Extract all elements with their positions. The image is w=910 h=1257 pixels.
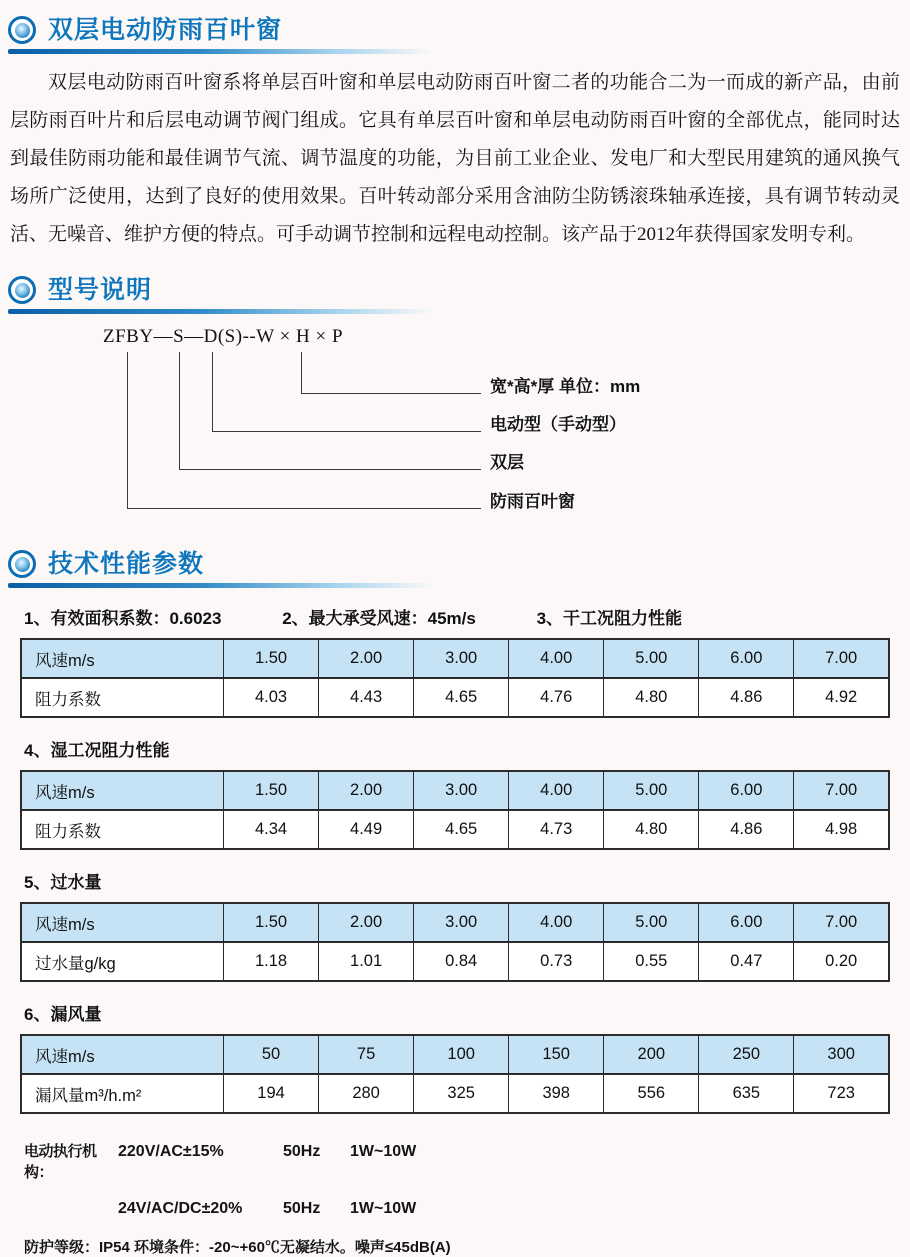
section-header-specs — [8, 548, 438, 588]
actuator-frequency: 50Hz — [283, 1143, 321, 1160]
value-cell: 5.00 — [604, 771, 699, 810]
table-air-leakage — [20, 1034, 890, 1114]
value-cell: 6.00 — [699, 903, 794, 942]
row-label-cell: 风速m/s — [21, 903, 224, 942]
intro-paragraph: 双层电动防雨百叶窗系将单层百叶窗和单层电动防雨百叶窗二者的功能合二为一而成的新产品，由前层防雨百叶片和后层电动调节阀门组成。它具有单层百叶窗和单层电动防雨百叶窗的全部优点，能同时达到最佳防雨功能和最佳调节气流、调节温度的功能，为目前工业企业、发电厂和大型民用建筑的通风换气场所广泛使用，达到了良好的使用效果。百叶转动部分采用含油防尘防锈滚珠轴承连接，具有调节转动灵活、无噪音、维护方便的特点。可手动调节控制和远程电动控制。该产品于2012年获得国家发明专利。 — [10, 72, 900, 245]
section-header-model — [8, 274, 438, 314]
value-cell: 4.86 — [699, 678, 794, 717]
value-cell: 4.43 — [319, 678, 414, 717]
value-cell: 4.00 — [509, 903, 604, 942]
value-cell: 4.80 — [604, 678, 699, 717]
value-cell: 556 — [604, 1074, 699, 1113]
callout-dimensions-unit: 宽*高*厚 单位：mm — [490, 377, 641, 396]
section-title-row — [8, 274, 438, 306]
value-cell: 3.00 — [414, 639, 509, 678]
actuator-label: 电动执行机构： — [24, 1143, 97, 1181]
value-cell: 4.00 — [509, 771, 604, 810]
value-cell: 200 — [604, 1035, 699, 1074]
bullseye-icon — [8, 276, 36, 304]
value-cell: 1.18 — [224, 942, 319, 981]
bullseye-icon — [8, 16, 36, 44]
page-title: 双层电动防雨百叶窗 — [48, 16, 283, 44]
actuator-voltage: 24V/AC/DC±20% — [118, 1200, 243, 1217]
row-label-cell: 漏风量m³/h.m² — [21, 1074, 224, 1113]
table-row — [21, 942, 889, 981]
value-cell: 3.00 — [414, 903, 509, 942]
value-cell: 635 — [699, 1074, 794, 1113]
section-title-row — [8, 548, 438, 580]
caption-air-leakage: 6、漏风量 — [24, 1005, 102, 1024]
bullseye-inner-dot — [15, 23, 30, 38]
value-cell: 4.34 — [224, 810, 319, 849]
actuator-voltage: 220V/AC±15% — [118, 1143, 224, 1160]
bullseye-inner-dot — [15, 283, 30, 298]
spec-item-area-coefficient: 1、有效面积系数：0.6023 — [24, 609, 222, 628]
table-water-passage — [20, 902, 890, 982]
row-label-cell: 阻力系数 — [21, 810, 224, 849]
table-dry-resistance — [20, 638, 890, 718]
bullseye-inner-dot — [15, 557, 30, 572]
section-underline — [8, 309, 432, 314]
actuator-power: 1W~10W — [350, 1143, 417, 1160]
value-cell: 2.00 — [319, 639, 414, 678]
caption-wet-resistance: 4、湿工况阻力性能 — [24, 741, 170, 760]
value-cell: 7.00 — [794, 639, 889, 678]
section-underline — [8, 49, 432, 54]
value-cell: 0.73 — [509, 942, 604, 981]
value-cell: 3.00 — [414, 771, 509, 810]
row-label-cell: 过水量g/kg — [21, 942, 224, 981]
value-cell: 4.03 — [224, 678, 319, 717]
value-cell: 1.50 — [224, 639, 319, 678]
value-cell: 4.92 — [794, 678, 889, 717]
actuator-power: 1W~10W — [350, 1200, 417, 1217]
callout-double-layer: 双层 — [490, 453, 524, 472]
value-cell: 50 — [224, 1035, 319, 1074]
value-cell: 6.00 — [699, 771, 794, 810]
table-row — [21, 639, 889, 678]
value-cell: 4.65 — [414, 678, 509, 717]
table-row — [21, 903, 889, 942]
value-cell: 5.00 — [604, 903, 699, 942]
section-underline — [8, 583, 432, 588]
value-cell: 6.00 — [699, 639, 794, 678]
model-code: ZFBY—S—D(S)--W × H × P — [103, 326, 344, 347]
protection-grade-line: 防护等级：IP54 环境条件：-20~+60℃无凝结水。噪声≤45dB(A) — [24, 1239, 451, 1256]
section-title-specs: 技术性能参数 — [48, 550, 205, 578]
value-cell: 7.00 — [794, 771, 889, 810]
value-cell: 1.01 — [319, 942, 414, 981]
value-cell: 100 — [414, 1035, 509, 1074]
connector-line-dimensions — [301, 352, 481, 394]
row-label-cell: 风速m/s — [21, 1035, 224, 1074]
value-cell: 7.00 — [794, 903, 889, 942]
table-wet-resistance — [20, 770, 890, 850]
table-row — [21, 810, 889, 849]
value-cell: 2.00 — [319, 771, 414, 810]
callout-electric-type: 电动型（手动型） — [490, 415, 626, 434]
table-row — [21, 1035, 889, 1074]
section-title-row — [8, 14, 438, 46]
value-cell: 4.76 — [509, 678, 604, 717]
value-cell: 325 — [414, 1074, 509, 1113]
row-label-cell: 阻力系数 — [21, 678, 224, 717]
table-row — [21, 678, 889, 717]
value-cell: 75 — [319, 1035, 414, 1074]
value-cell: 1.50 — [224, 903, 319, 942]
value-cell: 723 — [794, 1074, 889, 1113]
value-cell: 4.65 — [414, 810, 509, 849]
table-row — [21, 771, 889, 810]
value-cell: 0.84 — [414, 942, 509, 981]
spec-item-max-wind-speed: 2、最大承受风速：45m/s — [282, 609, 476, 628]
value-cell: 5.00 — [604, 639, 699, 678]
value-cell: 0.55 — [604, 942, 699, 981]
value-cell: 0.47 — [699, 942, 794, 981]
section-title-model: 型号说明 — [48, 276, 153, 304]
value-cell: 4.80 — [604, 810, 699, 849]
value-cell: 280 — [319, 1074, 414, 1113]
table-row — [21, 1074, 889, 1113]
spec-inline-items — [24, 604, 910, 629]
caption-water-passage: 5、过水量 — [24, 873, 102, 892]
value-cell: 250 — [699, 1035, 794, 1074]
value-cell: 4.73 — [509, 810, 604, 849]
value-cell: 4.86 — [699, 810, 794, 849]
value-cell: 4.49 — [319, 810, 414, 849]
row-label-cell: 风速m/s — [21, 771, 224, 810]
value-cell: 1.50 — [224, 771, 319, 810]
value-cell: 4.98 — [794, 810, 889, 849]
value-cell: 0.20 — [794, 942, 889, 981]
value-cell: 2.00 — [319, 903, 414, 942]
callout-rainproof-louver: 防雨百叶窗 — [490, 492, 575, 511]
value-cell: 4.00 — [509, 639, 604, 678]
value-cell: 398 — [509, 1074, 604, 1113]
model-code-diagram — [0, 326, 910, 524]
row-label-cell: 风速m/s — [21, 639, 224, 678]
value-cell: 150 — [509, 1035, 604, 1074]
value-cell: 300 — [794, 1035, 889, 1074]
actuator-row-24v — [24, 1200, 910, 1218]
actuator-frequency: 50Hz — [283, 1200, 321, 1217]
actuator-specs — [24, 1140, 910, 1257]
bullseye-icon — [8, 550, 36, 578]
spec-item-dry-resistance-title: 3、干工况阻力性能 — [536, 609, 683, 628]
value-cell: 194 — [224, 1074, 319, 1113]
actuator-row-220v — [24, 1140, 910, 1182]
section-header-intro — [8, 14, 438, 54]
